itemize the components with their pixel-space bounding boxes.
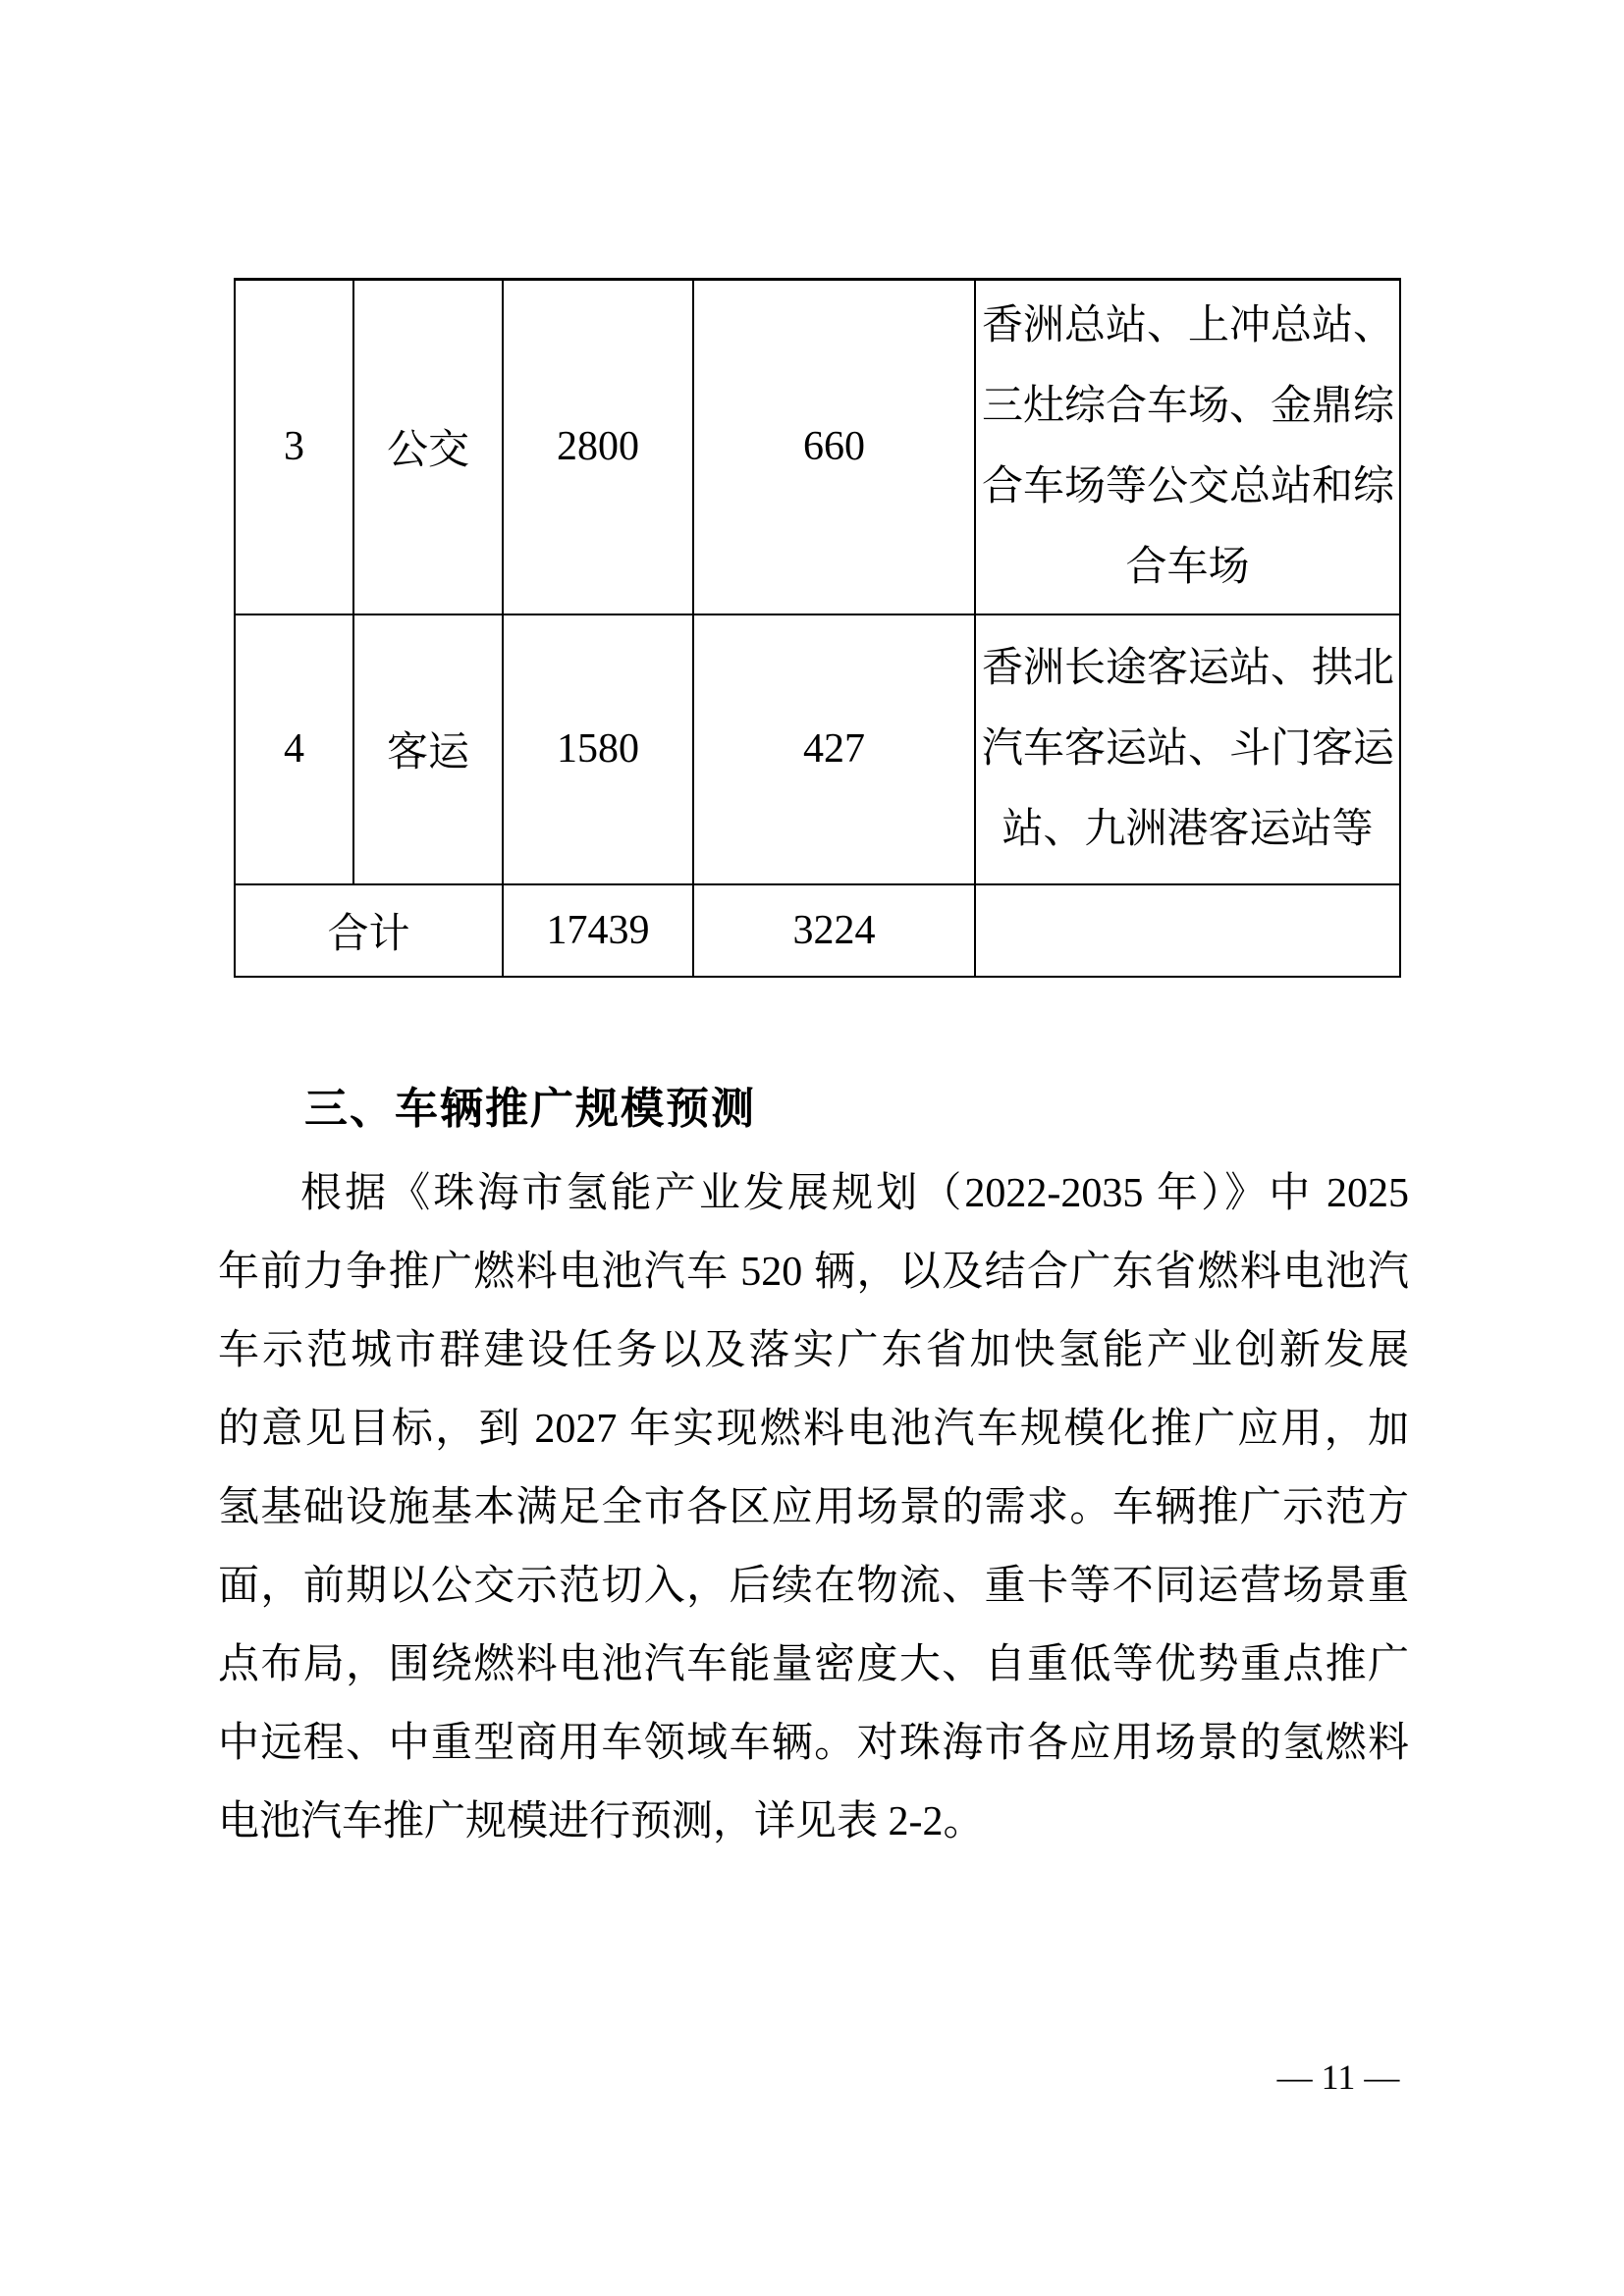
cell-total-value-2: 3224 <box>693 884 975 977</box>
cell-total-value-1: 17439 <box>503 884 693 977</box>
cell-value-1: 2800 <box>503 280 693 614</box>
body-paragraph <box>218 1154 1409 1861</box>
section-heading: 三、车辆推广规模预测 <box>304 1085 756 1133</box>
cell-total-label: 合计 <box>235 884 503 977</box>
station-line: 三灶综合车场、金鼎综 <box>982 384 1395 430</box>
paragraph-line: 点布局，围绕燃料电池汽车能量密度大、自重低等优势重点推广 <box>218 1642 1409 1687</box>
paragraph-line: 面，前期以公交示范切入，后续在物流、重卡等不同运营场景重 <box>218 1564 1409 1609</box>
station-line: 合车场 <box>1125 545 1250 591</box>
cell-stations <box>975 614 1400 884</box>
table-row <box>235 280 1400 614</box>
station-line: 香洲总站、上冲总站、 <box>982 303 1395 349</box>
paragraph-line: 电池汽车推广规模进行预测，详见表 2-2。 <box>218 1799 985 1844</box>
cell-total-empty <box>975 884 1400 977</box>
page-number: — 11 — <box>1276 2057 1400 2097</box>
station-line: 香洲长途客运站、拱北 <box>982 646 1395 691</box>
station-line: 合车场等公交总站和综 <box>982 464 1395 510</box>
cell-stations <box>975 280 1400 614</box>
table-total-row <box>235 884 1400 977</box>
cell-row-index: 4 <box>235 614 353 884</box>
paragraph-line: 根据《珠海市氢能产业发展规划（2022-2035 年）》中 2025 <box>300 1171 1409 1216</box>
cell-category: 公交 <box>353 280 503 614</box>
paragraph-line: 中远程、中重型商用车领域车辆。对珠海市各应用场景的氢燃料 <box>218 1721 1409 1766</box>
paragraph-line: 氢基础设施基本满足全市各区应用场景的需求。车辆推广示范方 <box>218 1485 1409 1530</box>
cell-category: 客运 <box>353 614 503 884</box>
paragraph-line: 年前力争推广燃料电池汽车 520 辆，以及结合广东省燃料电池汽 <box>218 1250 1409 1295</box>
cell-value-2: 660 <box>693 280 975 614</box>
station-forecast-table <box>234 278 1401 978</box>
table-row <box>235 614 1400 884</box>
cell-value-2: 427 <box>693 614 975 884</box>
paragraph-line: 的意见目标，到 2027 年实现燃料电池汽车规模化推广应用，加 <box>218 1407 1409 1452</box>
station-line: 汽车客运站、斗门客运 <box>982 726 1395 772</box>
cell-row-index: 3 <box>235 280 353 614</box>
station-line: 站、九洲港客运站等 <box>1001 807 1374 852</box>
paragraph-line: 车示范城市群建设任务以及落实广东省加快氢能产业创新发展 <box>218 1328 1409 1373</box>
cell-value-1: 1580 <box>503 614 693 884</box>
